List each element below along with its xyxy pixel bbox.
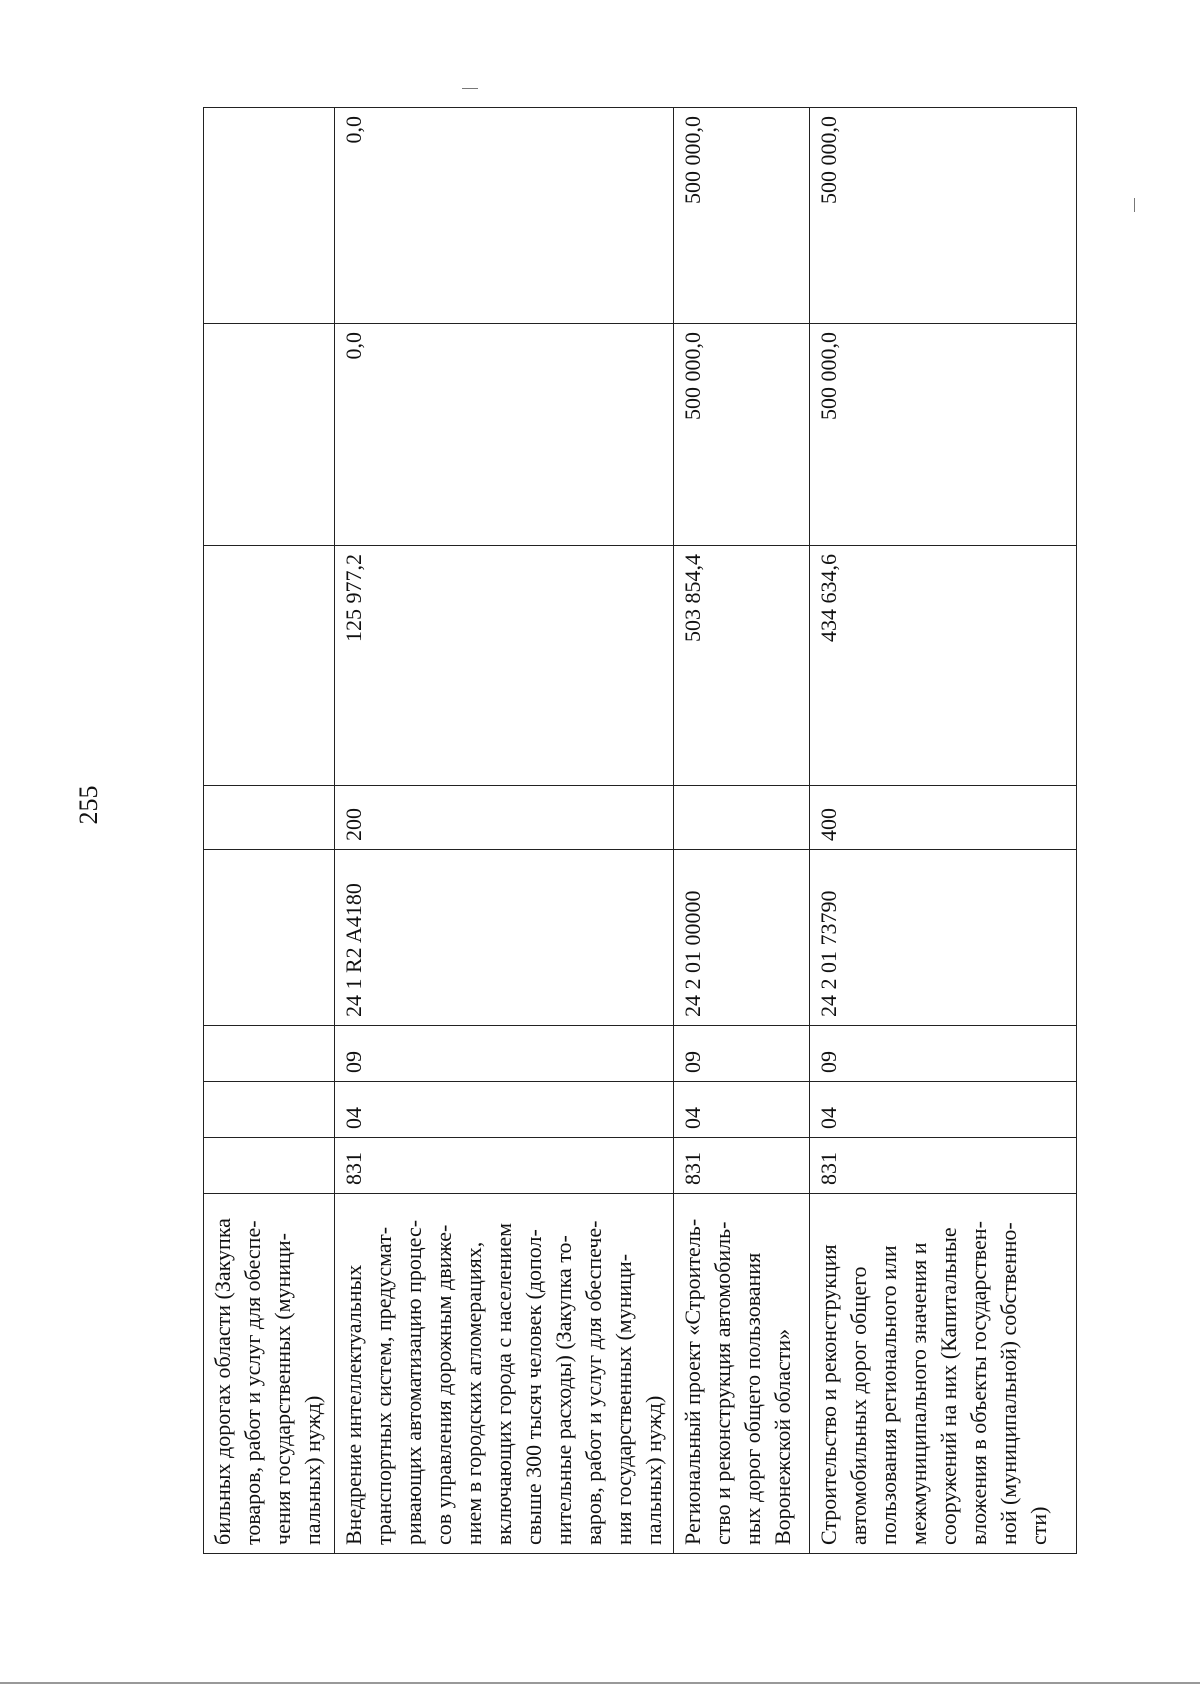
amount-2023-cell [204,108,335,324]
amount-2021-cell [204,546,335,786]
target-article-cell: 24 2 01 73790 [810,850,1077,1026]
scan-mark [1134,198,1135,212]
amount-2023-cell: 500 000,0 [810,108,1077,324]
amount-2022-cell: 500 000,0 [810,324,1077,546]
subsection-cell: 09 [674,1026,810,1082]
budget-table-rotated [203,108,1074,1554]
amount-2021-cell: 503 854,4 [674,546,810,786]
section-cell [204,1082,335,1138]
amount-2023-cell: 0,0 [335,108,674,324]
table-row [810,108,1077,1554]
target-article-cell: 24 1 R2 A4180 [335,850,674,1026]
expense-type-cell [674,786,810,850]
amount-2021-cell: 125 977,2 [335,546,674,786]
expense-type-cell [204,786,335,850]
table-row [335,108,674,1554]
table-row [674,108,810,1554]
budget-table [203,107,1077,1554]
ministry-cell: 831 [674,1138,810,1194]
row-name-cell: бильных дорогах области (Закупка товаров, работ и услуг для обеспе-чения государственных (муници-пальных) нужд) [204,1194,335,1554]
subsection-cell: 09 [810,1026,1077,1082]
section-cell: 04 [335,1082,674,1138]
expense-type-cell: 400 [810,786,1077,850]
amount-2023-cell: 500 000,0 [674,108,810,324]
row-name-cell: Строительство и реконструкция автомобильных дорог общего пользования регионального или межмуниципального значения и сооружений на них (Капитальные вложения в объекты государствен-ной (муниципальной) собственно-сти) [810,1194,1077,1554]
row-name-cell: Внедрение интеллектуальных транспортных систем, предусмат-ривающих автоматизацию процес-сов управления дорожным движе-нием в городских агломерациях, включающих города с населением свыше 300 тысяч человек (допол-нительные расходы) (Закупка то-варов, работ и услуг для обеспече-ния государственных (муници-пальных) нужд) [335,1194,674,1554]
section-cell: 04 [810,1082,1077,1138]
amount-2022-cell [204,324,335,546]
subsection-cell [204,1026,335,1082]
amount-2022-cell: 500 000,0 [674,324,810,546]
section-cell: 04 [674,1082,810,1138]
scan-edge-line [0,1682,1200,1684]
scan-mark [462,88,478,89]
ministry-cell: 831 [335,1138,674,1194]
subsection-cell: 09 [335,1026,674,1082]
target-article-cell: 24 2 01 00000 [674,850,810,1026]
ministry-cell: 831 [810,1138,1077,1194]
page-number: 255 [74,785,103,825]
target-article-cell [204,850,335,1026]
amount-2021-cell: 434 634,6 [810,546,1077,786]
amount-2022-cell: 0,0 [335,324,674,546]
ministry-cell [204,1138,335,1194]
expense-type-cell: 200 [335,786,674,850]
table-row [204,108,335,1554]
row-name-cell: Региональный проект «Строитель-ство и реконструкция автомобиль-ных дорог общего пользования Воронежской области» [674,1194,810,1554]
